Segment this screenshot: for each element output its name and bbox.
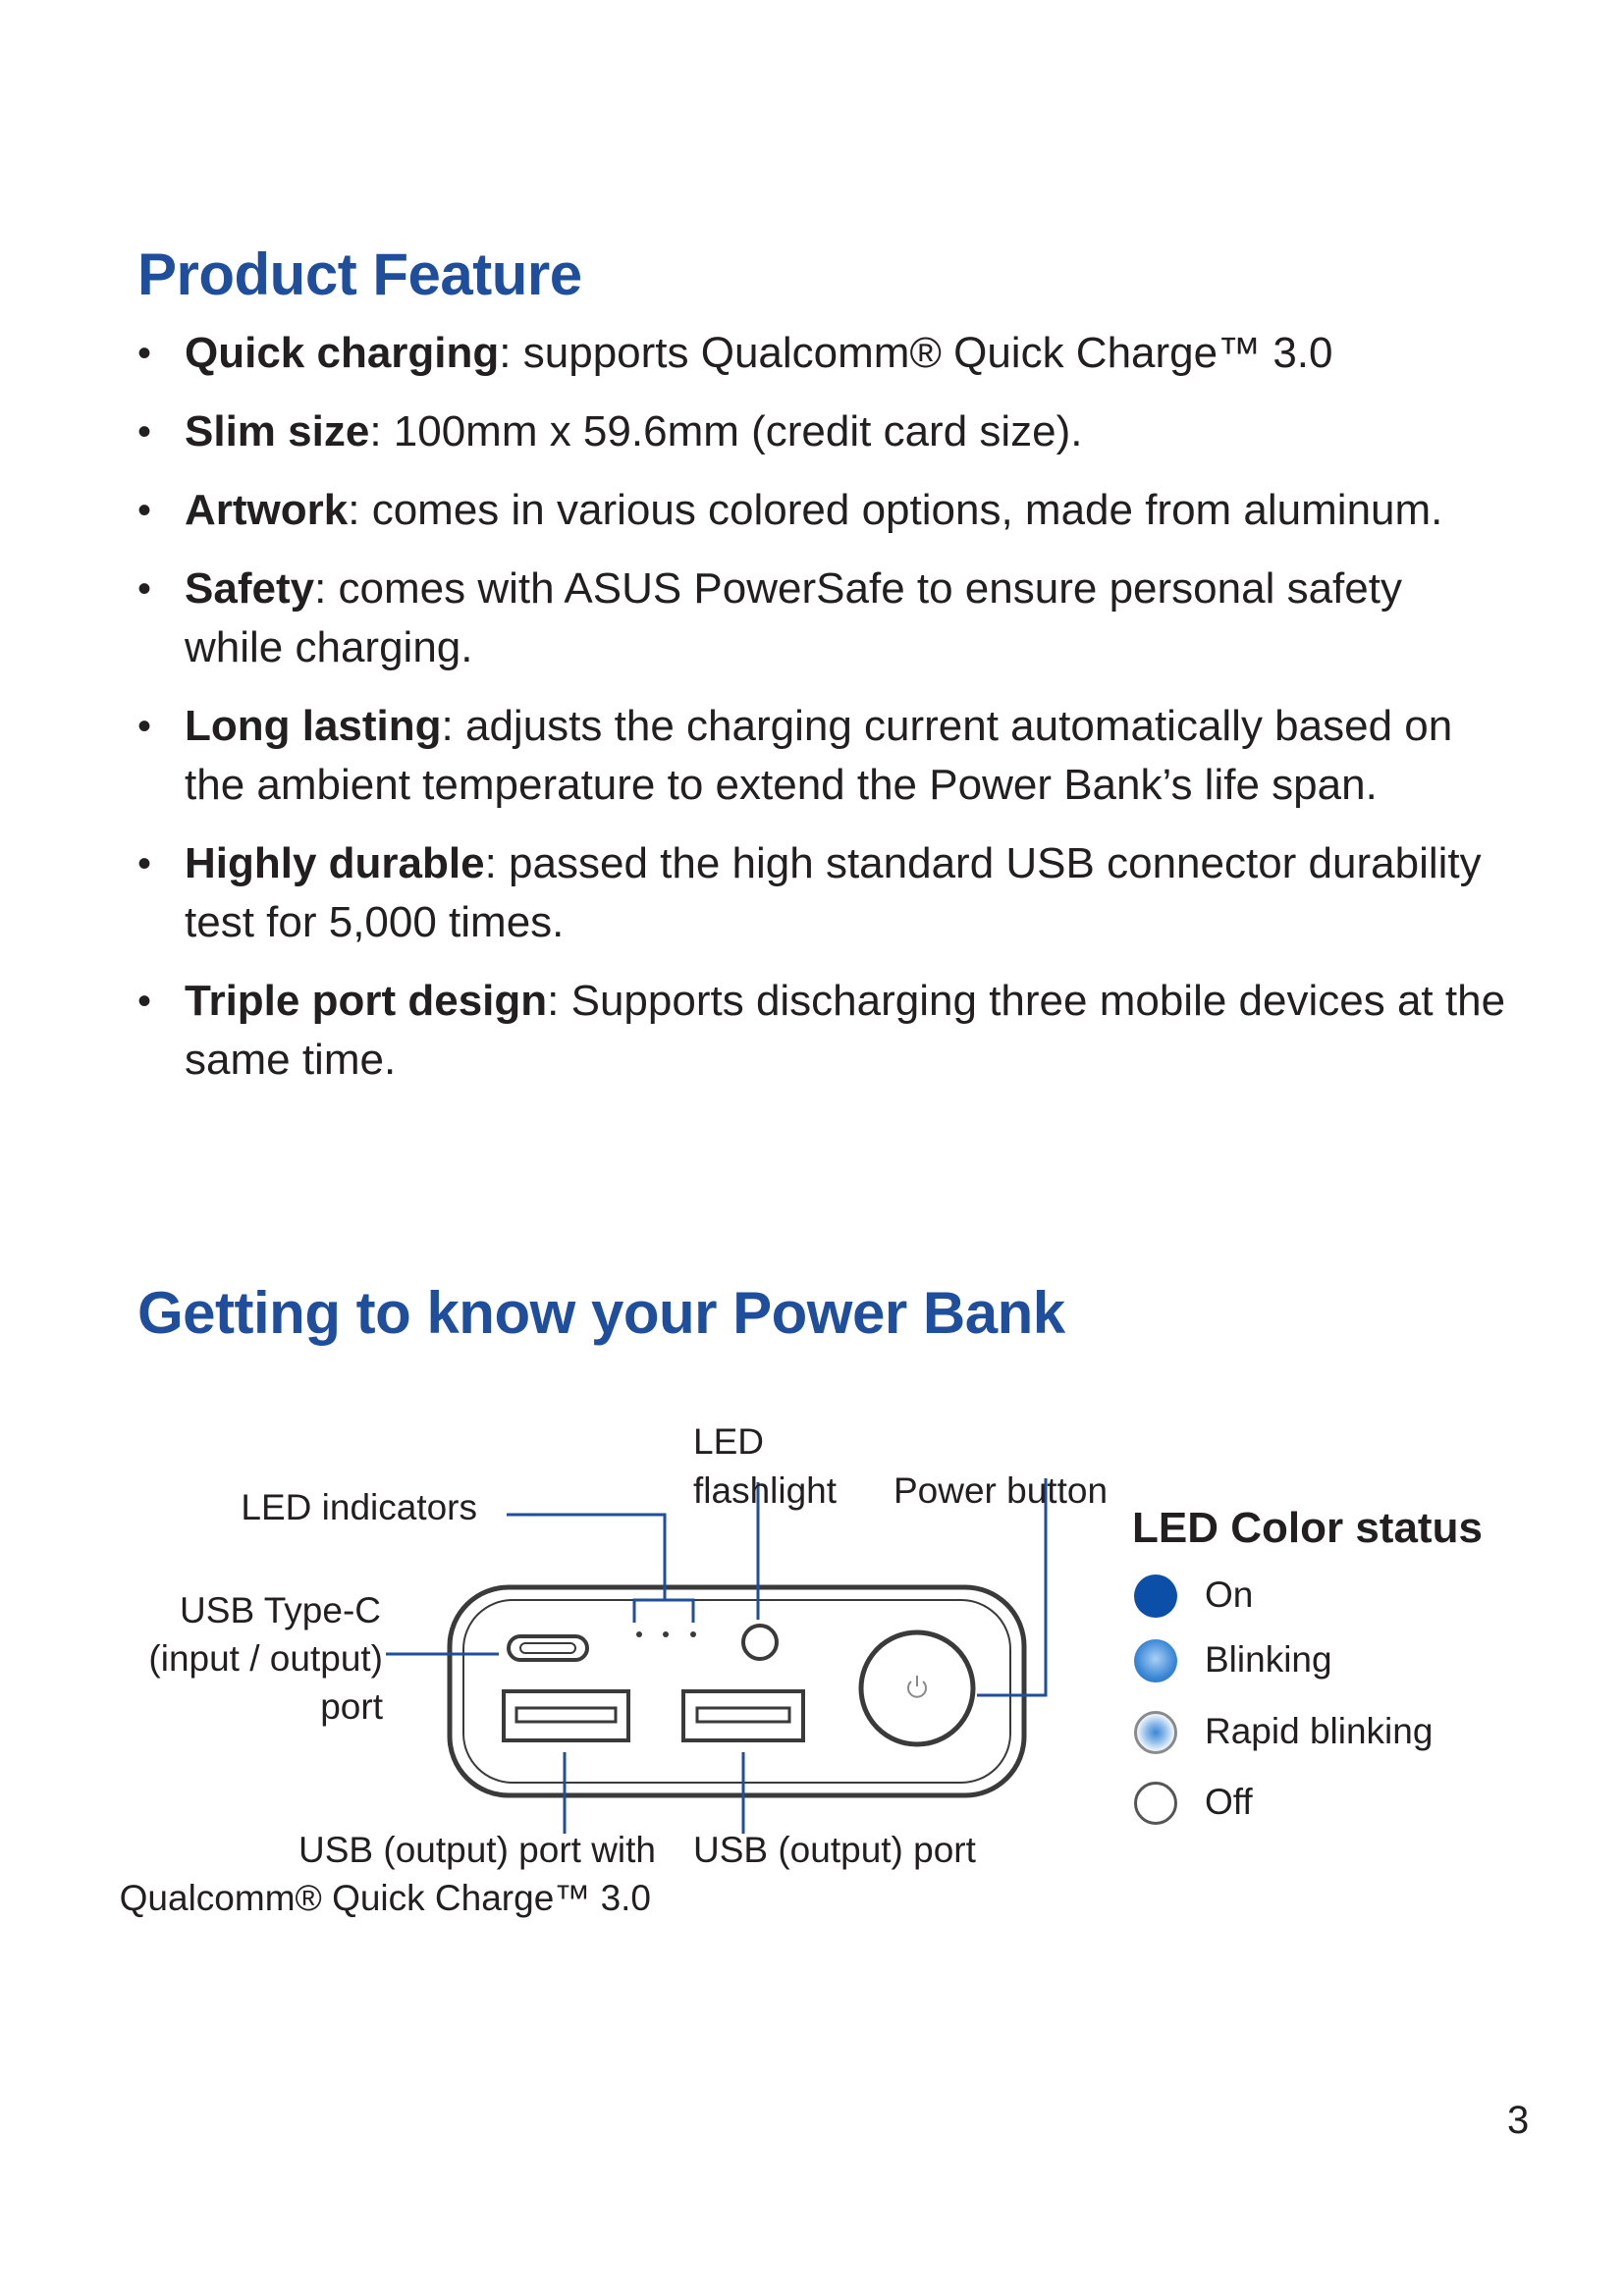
empty-dot-icon [1134,1782,1177,1825]
bullet-icon: • [137,410,152,454]
power-button-label: Power button [893,1470,1109,1511]
usb-output-port [683,1691,803,1740]
led-flashlight-label-line1: LED [693,1421,764,1462]
bullet-icon: • [137,489,152,532]
usb-qc-port [504,1691,628,1740]
feature-item: • Quick charging: supports Qualcomm® Quick Charge™ 3.0 [137,324,1512,383]
power-symbol-icon [908,1676,926,1697]
bullet-icon: • [137,705,152,748]
usb-output-label: USB (output) port [693,1830,976,1870]
blinking-blue-dot-icon [1134,1639,1177,1682]
solid-blue-dot-icon [1134,1575,1177,1618]
led-flashlight-label-line2: flashlight [693,1470,838,1511]
led-indicators-label: LED indicators [241,1487,477,1527]
callout-lines [386,1478,1046,1834]
feature-item: • Highly durable: passed the high standard USB connector durability test for 5,000 times. [137,834,1512,952]
led-color-status-title: LED Color status [1132,1504,1483,1552]
getting-to-know-heading: Getting to know your Power Bank [137,1280,1065,1346]
feature-item: • Artwork: comes in various colored options, made from aluminum. [137,481,1512,540]
feature-item: • Long lasting: adjusts the charging current automatically based on the ambient temperature to extend the Power Bank’s life span. [137,697,1512,815]
bullet-icon: • [137,842,152,885]
usb-qc-label-line2: Qualcomm® Quick Charge™ 3.0 [119,1878,651,1918]
usb-type-c-label-line2: (input / output) [148,1638,383,1679]
feature-item: • Triple port design: Supports discharging three mobile devices at the same time. [137,972,1512,1090]
usb-qc-label-line1: USB (output) port with [298,1830,656,1870]
feature-item: • Slim size: 100mm x 59.6mm (credit card size). [137,402,1512,461]
rapid-blinking-dot-icon [1134,1711,1177,1754]
feature-item: • Safety: comes with ASUS PowerSafe to ensure personal safety while charging. [137,560,1512,677]
led-flashlight-icon [743,1626,777,1659]
usb-type-c-label-line3: port [320,1686,383,1727]
power-button-icon [861,1632,973,1744]
bullet-icon: • [137,567,152,611]
bullet-icon: • [137,332,152,375]
led-indicator-dots [636,1631,696,1637]
bullet-icon: • [137,980,152,1023]
usb-type-c-label-line1: USB Type-C [180,1590,381,1630]
page-number: 3 [1507,2099,1530,2142]
product-feature-heading: Product Feature [137,241,582,307]
